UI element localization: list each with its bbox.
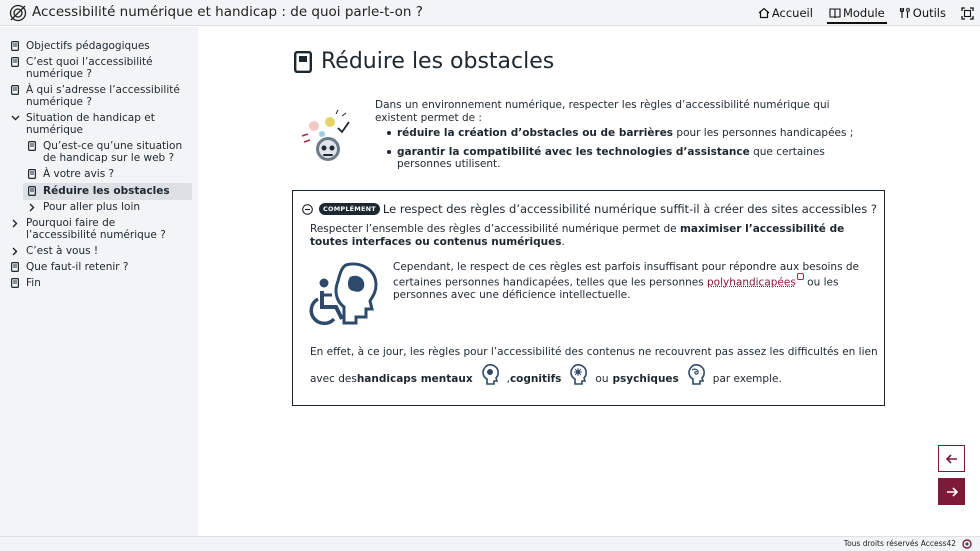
sidebar-item-label: Objectifs pédagogiques bbox=[26, 40, 150, 52]
accessibility-logo-icon bbox=[9, 4, 27, 22]
sidebar-item-label: À votre avis ? bbox=[43, 168, 115, 180]
psychic-handicap-icon bbox=[685, 363, 707, 385]
nav-tools-label: Outils bbox=[912, 6, 946, 20]
sidebar-item-a-qui[interactable] bbox=[0, 83, 192, 111]
complement-paragraph-3: En effet, à ce jour, les règles pour l’accessibilité des contenus ne recouvrent pas assez les difficultés en lien bbox=[310, 346, 878, 358]
collapse-icon bbox=[302, 204, 313, 215]
intro-bullets bbox=[375, 127, 875, 171]
chevron-down-icon bbox=[10, 112, 20, 124]
page-icon bbox=[10, 56, 20, 68]
mental-handicap-icon bbox=[479, 363, 501, 385]
sidebar-item-label: Qu’est-ce qu’une situation de handicap sur le web ? bbox=[43, 140, 183, 164]
external-link-icon bbox=[797, 273, 804, 280]
copyright-text: Tous droits réservés Access42 bbox=[843, 539, 956, 548]
text: par exemple. bbox=[712, 373, 782, 385]
page-icon bbox=[294, 51, 312, 73]
book-icon bbox=[829, 7, 841, 19]
fullscreen-icon bbox=[961, 7, 974, 20]
chevron-right-icon bbox=[10, 217, 20, 229]
sidebar-item-label: Pour aller plus loin bbox=[43, 201, 141, 213]
sidebar-item-label: À qui s’adresse l’accessibilité numérique ? bbox=[26, 84, 180, 108]
sidebar-item-cest-a-vous[interactable] bbox=[0, 244, 192, 260]
text-bold: psychiques bbox=[612, 373, 679, 385]
previous-page-button[interactable] bbox=[938, 445, 965, 472]
nav-tools[interactable] bbox=[895, 0, 950, 26]
complement-paragraph-4 bbox=[310, 363, 880, 385]
nav-home[interactable] bbox=[754, 0, 817, 26]
tools-icon bbox=[899, 7, 911, 19]
complement-toggle[interactable] bbox=[302, 202, 877, 216]
text: Cependant, le respect de ces règles est parfois insuffisant pour répondre aux besoins de certaines personnes handicapées, telles que les personnes bbox=[393, 261, 860, 288]
text-bold: maximiser l’accessibilité de toutes interfaces ou contenus numériques bbox=[310, 223, 845, 248]
page-icon bbox=[27, 185, 37, 197]
sidebar-item-label: Fin bbox=[26, 277, 41, 289]
page-heading bbox=[294, 49, 554, 74]
page-icon bbox=[10, 40, 20, 52]
next-page-button[interactable] bbox=[938, 478, 965, 505]
complement-question: Le respect des règles d’accessibilité numérique suffit-il à créer des sites accessibles ? bbox=[382, 202, 878, 216]
sidebar-item-cest-quoi[interactable] bbox=[0, 55, 192, 83]
bullet-rest: que certaines personnes utilisent. bbox=[397, 145, 825, 170]
complement-badge: COMPLÉMENT bbox=[319, 203, 380, 215]
robot-illustration-icon bbox=[294, 102, 358, 166]
list-item bbox=[375, 146, 875, 171]
text: . bbox=[561, 235, 565, 248]
sidebar-item-retenir[interactable] bbox=[0, 260, 192, 276]
sidebar-item-plus-loin[interactable] bbox=[0, 200, 192, 216]
sidebar-item-label: C’est quoi l’accessibilité numérique ? bbox=[26, 56, 153, 80]
page-icon bbox=[27, 140, 37, 152]
fullscreen-button[interactable] bbox=[954, 0, 980, 26]
sidebar-item-label: C’est à vous ! bbox=[26, 245, 99, 257]
bullet-rest: pour les personnes handicapées ; bbox=[673, 127, 854, 139]
nav-module[interactable] bbox=[825, 0, 889, 26]
access42-logo-icon bbox=[962, 539, 972, 549]
home-icon bbox=[758, 7, 770, 19]
text: ou les personnes avec une déficience intellectuelle. bbox=[393, 276, 839, 301]
sidebar-item-label: Que faut-il retenir ? bbox=[26, 261, 129, 273]
sidebar-item-label: Pourquoi faire de l’accessibilité numérique ? bbox=[26, 217, 166, 241]
text: , bbox=[506, 373, 510, 385]
page-icon bbox=[10, 84, 20, 96]
page-icon bbox=[27, 168, 37, 180]
polyhandicap-link[interactable]: polyhandicapées bbox=[707, 276, 796, 288]
arrow-left-icon bbox=[946, 454, 958, 464]
list-item bbox=[375, 127, 875, 140]
page-title: Réduire les obstacles bbox=[321, 49, 555, 74]
arrow-right-icon bbox=[946, 487, 958, 497]
text: ou bbox=[595, 373, 609, 385]
chevron-right-icon bbox=[10, 245, 20, 257]
main-nav bbox=[754, 0, 980, 26]
complement-paragraph-2 bbox=[393, 261, 863, 301]
sidebar-item-situation[interactable] bbox=[0, 111, 192, 139]
bullet-bold: garantir la compatibilité avec les technologies d’assistance bbox=[397, 145, 750, 158]
complement-paragraph-1 bbox=[310, 223, 850, 248]
sidebar-item-objectifs[interactable] bbox=[0, 39, 192, 55]
intro-paragraph: Dans un environnement numérique, respecter les règles d’accessibilité numérique qui existent permet de : bbox=[375, 99, 830, 124]
complement-box bbox=[292, 190, 885, 406]
page-icon bbox=[10, 261, 20, 273]
text: avec des bbox=[310, 373, 357, 385]
chevron-right-icon bbox=[27, 201, 37, 213]
main-content bbox=[198, 27, 980, 536]
text-bold: handicaps mentaux bbox=[356, 373, 473, 385]
sidebar-item-quest-ce[interactable] bbox=[0, 139, 192, 167]
top-bar bbox=[0, 0, 980, 26]
footer bbox=[0, 536, 980, 551]
nav-module-label: Module bbox=[842, 6, 885, 20]
sidebar-item-reduire[interactable] bbox=[23, 183, 192, 200]
page-icon bbox=[10, 277, 20, 289]
nav-home-label: Accueil bbox=[771, 6, 813, 20]
cognitive-handicap-icon bbox=[567, 363, 589, 385]
sidebar-item-label: Situation de handicap et numérique bbox=[26, 112, 155, 136]
intro-text bbox=[375, 99, 875, 177]
sidebar-item-votre-avis[interactable] bbox=[0, 167, 192, 183]
text-bold: cognitifs bbox=[509, 373, 562, 385]
text: Respecter l’ensemble des règles d’accessibilité numérique permet de bbox=[310, 223, 680, 235]
sidebar-item-pourquoi[interactable] bbox=[0, 216, 192, 244]
sidebar-item-label: Réduire les obstacles bbox=[43, 185, 170, 197]
app-title: Accessibilité numérique et handicap : de quoi parle-t-on ? bbox=[32, 4, 423, 20]
bullet-bold: réduire la création d’obstacles ou de barrières bbox=[397, 127, 674, 139]
sidebar-item-fin[interactable] bbox=[0, 276, 192, 292]
disability-illustration-icon bbox=[308, 261, 383, 331]
sidebar bbox=[0, 27, 198, 536]
